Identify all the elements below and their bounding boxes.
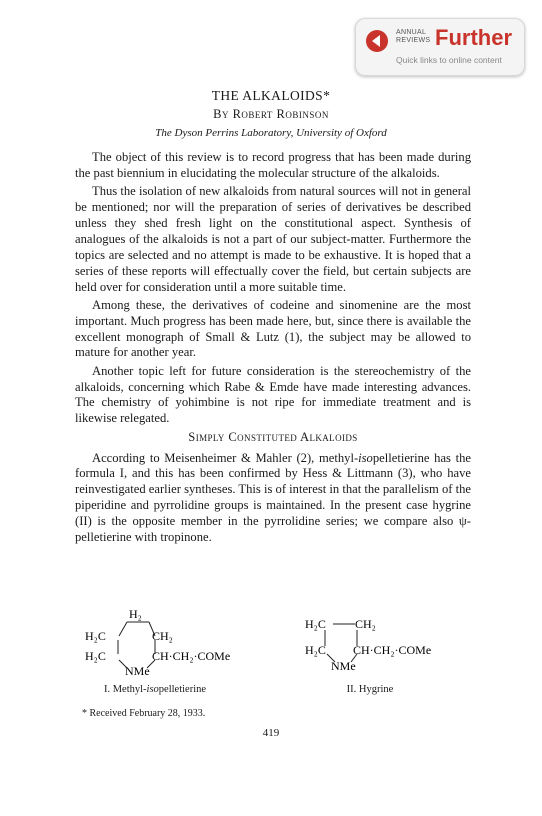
paragraph: Thus the isolation of new alkaloids from natural sources will not in general be mentioned; nor will the preparation of series of derivatives be described unless they shed fresh light on the constitutional aspect. Synthesis of analogues of the alkaloids is not a part of our subject-matter. Furthermore the topics are selected and no attempt is made to be exhaustive. It is hoped that a series of these reports will effectually cover the field, but certain subjects are held over for consideration until a more suitable time. (75, 184, 471, 294)
paragraph: Among these, the derivatives of codeine and sinomenine are the most important. Much progress has been made here, but, since there is available the excellent monograph of Small & Lutz (1), the subject may be allowed to mature for another year. (75, 297, 471, 360)
structure-I-left-upper: H₂C (85, 629, 106, 643)
paragraph: The object of this review is to record progress that has been made during the past biennium in elucidating the molecular structure of the alkaloids. (75, 150, 471, 180)
structure-I-bottom: NMe (125, 664, 150, 678)
structure-I-left-lower: H₂C (85, 649, 106, 663)
annual-reviews-label: ANNUAL REVIEWS (396, 29, 431, 44)
paragraph: Another topic left for future consideration is the stereochemistry of the alkaloids, concerning which Rabe & Emde have made interesting advances. The chemistry of yohimbine is not ripe for immediate treatment and is likewise relegated. (75, 363, 471, 426)
section-heading: Simply Constituted Alkaloids (188, 429, 358, 444)
structure-hygrine (305, 612, 495, 676)
article-body (75, 150, 471, 548)
structure-II-right-lower: CH·CH₂·COMe (353, 643, 432, 657)
paragraph: According to Meisenheimer & Mahler (2), methyl-isopelletierine has the formula I, and this has been confirmed by Hess & Littmann (3), who have reinvestigated earlier syntheses. This is of interest in that the parallelism of the piperidine and pyrrolidine groups is maintained. In the present case hygrine (II) is the opposite member in the pyrrolidine series; we compare also ψ-pelletierine with tropinone. (75, 450, 472, 545)
further-label: Further (435, 25, 512, 50)
structure-I-top: H₂ (129, 607, 142, 621)
caption-structure-II: II. Hygrine (346, 684, 394, 695)
caption-structure-I: I. Methyl-isopelletierine (103, 684, 207, 695)
structure-II-bottom: NMe (331, 659, 356, 673)
structure-II-top-left: H₂C (305, 617, 326, 631)
page-number: 419 (262, 727, 280, 739)
structure-II-top-right: CH₂ (355, 617, 376, 631)
quick-links-label: Quick links to online content (396, 55, 502, 65)
structure-methylisopelletierine (85, 600, 275, 680)
structure-I-right-lower: CH·CH₂·COMe (152, 649, 231, 663)
structure-II-left-lower: H₂C (305, 643, 326, 657)
play-arrow-icon (366, 30, 388, 52)
article-title: THE ALKALOIDS* (211, 88, 331, 103)
structure-I-right-upper: CH₂ (152, 629, 173, 643)
article-author: By Robert Robinson (213, 107, 329, 121)
footnote: * Received February 28, 1933. (82, 708, 206, 719)
annual-reviews-further-badge[interactable] (355, 18, 525, 76)
author-affiliation: The Dyson Perrins Laboratory, University of Oxford (155, 127, 387, 139)
